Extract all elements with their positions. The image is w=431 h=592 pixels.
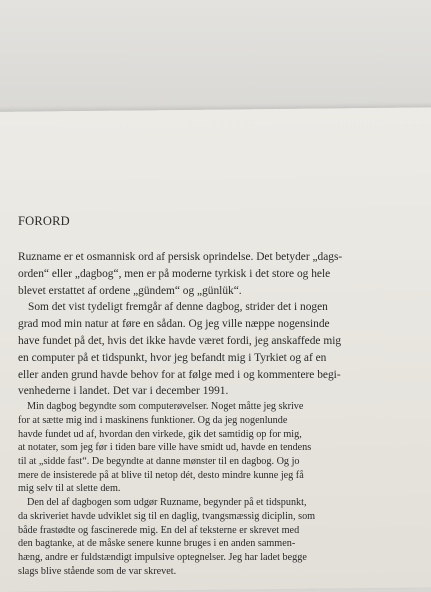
text-line: både frastødte og fascinerede mig. En del af teksterne er skrevet med [18, 524, 300, 536]
body-text-small [18, 400, 431, 578]
text-line: mere de insisterede på at blive til netop dét, desto mindre kunne jeg få [18, 469, 304, 481]
text-line: eller anden grund havde behov for at følge med i og kommentere begi- [18, 368, 341, 381]
text-line: for at sætte mig ind i maskinens funktioner. Og da jeg nogenlunde [18, 414, 288, 426]
text-line: Den del af dagbogen som udgør Ruzname, begynder på et tidspunkt, [27, 497, 307, 509]
text-line: da skriveriet havde udviklet sig til en daglig, tvangsmæssig diciplin, som [18, 510, 316, 522]
text-line: en computer på et tidspunkt, hvor jeg befandt mig i Tyrkiet og af en [18, 351, 327, 364]
text-line: have fundet på det, hvis det ikke havde været fordi, jeg anskaffede mig [18, 334, 342, 347]
text-line: hæng, andre er fuldstændigt impulsive optegnelser. Jeg har ladet begge [18, 551, 307, 563]
text-line: Som det vist tydeligt fremgår af denne dagbog, strider det i nogen [28, 301, 328, 314]
page-heading: FORORD [18, 214, 70, 228]
text-line: slags blive stående som de var skrevet. [18, 565, 177, 577]
text-line: Ruzname er et osmannisk ord af persisk oprindelse. Det betyder „dags- [18, 251, 343, 263]
text-line: blevet erstattet af ordene „gündem“ og „günlük“. [18, 284, 242, 297]
text-line: mig selv til at slette dem. [18, 483, 121, 495]
text-line: havde fundet ud af, hvordan den virkede, gik det samtidig op for mig, [18, 428, 302, 440]
page-text [18, 214, 431, 578]
text-line: grad mod min natur at føre en sådan. Og jeg ville næppe nogensinde [18, 318, 330, 331]
text-line: til at „sidde fast“. De begyndte at danne mønster til en dagbog. Og jo [18, 455, 300, 467]
body-text-main [18, 249, 431, 400]
text-line: at notater, som jeg før i tiden bare ville have smidt ud, havde en tendens [18, 442, 312, 454]
text-line: orden“ eller „dagbog“, men er på moderne tyrkisk i det store og hele [18, 267, 331, 280]
text-line: den bagtanke, at de måske senere kunne bruges i en anden sammen- [18, 538, 296, 550]
text-line: venhederne i landet. Det var i december 1991. [18, 385, 229, 398]
text-line: Min dagbog begyndte som computerøvelser. Noget måtte jeg skrive [27, 401, 304, 413]
